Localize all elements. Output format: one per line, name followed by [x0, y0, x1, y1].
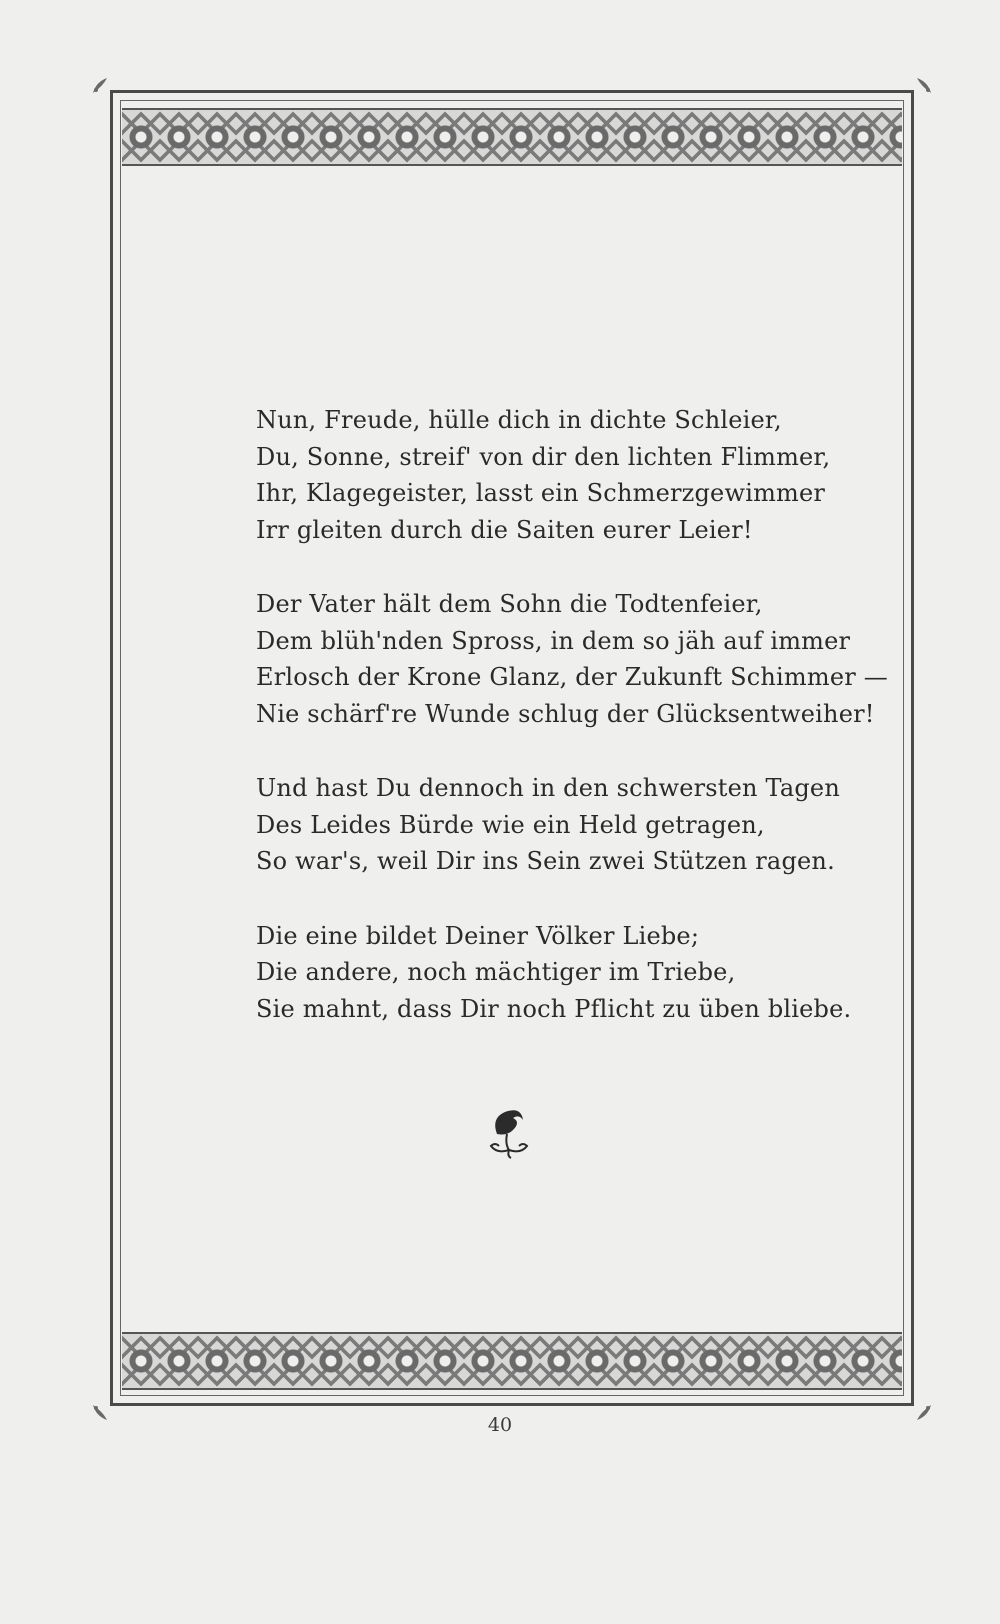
poem-line: Und hast Du dennoch in den schwersten Tagen	[256, 774, 840, 802]
poem-line: Irr gleiten durch die Saiten eurer Leier!	[256, 515, 753, 544]
poem-line: Ihr, Klagegeister, lasst ein Schmerzgewimmer	[256, 479, 826, 507]
poem-line: Nun, Freude, hülle dich in dichte Schleier,	[256, 406, 782, 434]
poem-text	[256, 402, 888, 1065]
stanza	[256, 586, 888, 732]
poem-line: So war's, weil Dir ins Sein zwei Stützen ragen.	[256, 847, 835, 875]
page-number: 40	[487, 1414, 513, 1436]
poem-line: Die andere, noch mächtiger im Triebe,	[256, 958, 736, 986]
stanza	[256, 770, 840, 880]
poem-line: Nie schärf're Wunde schlug der Glücksentweiher!	[256, 699, 875, 728]
fleuron-icon	[483, 1104, 533, 1160]
corner-leaf-icon	[90, 74, 112, 96]
bottom-ornamental-band	[122, 1332, 902, 1390]
poem-line: Du, Sonne, streif' von dir den lichten Flimmer,	[256, 442, 831, 471]
corner-leaf-icon	[912, 74, 934, 96]
top-ornamental-band	[122, 108, 902, 166]
poem-line: Die eine bildet Deiner Völker Liebe;	[256, 921, 700, 950]
poem-line: Der Vater hält dem Sohn die Todtenfeier,	[256, 590, 763, 618]
poem-line: Sie mahnt, dass Dir noch Pflicht zu üben bliebe.	[256, 994, 852, 1023]
poem-line: Erlosch der Krone Glanz, der Zukunft Schimmer —	[256, 663, 888, 691]
poem-line: Dem blüh'nden Spross, in dem so jäh auf immer	[256, 626, 851, 655]
poem-line: Des Leides Bürde wie ein Held getragen,	[256, 810, 765, 839]
stanza	[256, 918, 852, 1028]
stanza	[256, 402, 831, 548]
